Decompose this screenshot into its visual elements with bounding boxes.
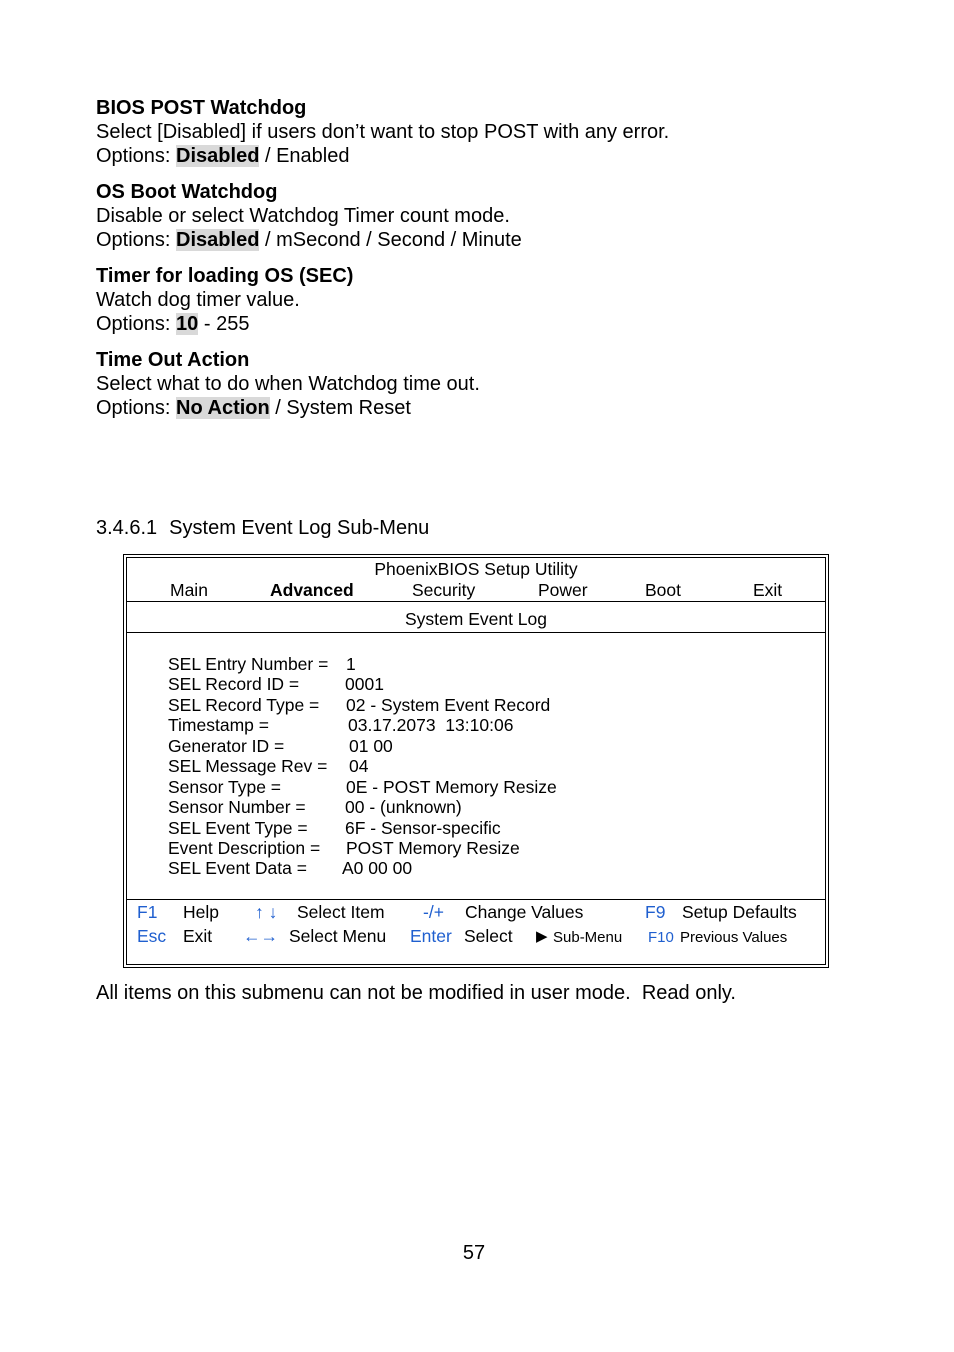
bios-screen-inner xyxy=(126,557,826,965)
default-option: No Action xyxy=(176,397,270,419)
key-f10: F10 xyxy=(648,929,674,946)
section-title: Time Out Action xyxy=(96,349,250,371)
section-description: Disable or select Watchdog Timer count mode. xyxy=(96,205,510,227)
section-options xyxy=(96,396,856,420)
options-prefix: Options: xyxy=(96,397,177,419)
field-value: 00 - (unknown) xyxy=(345,797,462,817)
menu-main[interactable]: Main xyxy=(170,580,208,600)
menu-security[interactable]: Security xyxy=(412,580,476,600)
field-label: Generator ID = xyxy=(168,736,285,756)
other-options: - 255 xyxy=(198,313,250,335)
field-label: SEL Event Type = xyxy=(168,818,308,838)
left-right-arrows-icon: ←→ xyxy=(243,926,278,946)
section-options xyxy=(96,144,856,168)
default-option: 10 xyxy=(176,313,199,335)
section-title: BIOS POST Watchdog xyxy=(96,97,307,119)
field-label: SEL Record Type = xyxy=(168,695,320,715)
key-submenu-label: Sub-Menu xyxy=(553,929,623,946)
field-label: SEL Message Rev = xyxy=(168,756,328,776)
key-exit-label: Exit xyxy=(183,926,213,946)
screen-title: System Event Log xyxy=(404,609,548,629)
key-enter: Enter xyxy=(410,926,452,946)
options-prefix: Options: xyxy=(96,313,177,335)
menu-boot[interactable]: Boot xyxy=(645,580,681,600)
other-options: / System Reset xyxy=(269,397,411,419)
key-minus-plus: -/+ xyxy=(423,902,444,922)
field-value: POST Memory Resize xyxy=(346,838,520,858)
key-select-label: Select xyxy=(464,926,513,946)
field-value: 02 - System Event Record xyxy=(346,695,551,715)
key-f9: F9 xyxy=(645,902,666,922)
key-help-label: Help xyxy=(183,902,219,922)
options-prefix: Options: xyxy=(96,229,177,251)
key-previous-values-label: Previous Values xyxy=(680,929,788,946)
field-label: SEL Entry Number = xyxy=(168,654,329,674)
key-select-item-label: Select Item xyxy=(297,902,385,922)
field-value: 0E - POST Memory Resize xyxy=(346,777,557,797)
default-option: Disabled xyxy=(176,145,260,167)
play-arrow-icon: ▶ xyxy=(536,928,548,945)
field-value: 01 00 xyxy=(349,736,393,756)
options-prefix: Options: xyxy=(96,145,177,167)
divider xyxy=(127,632,825,633)
section-options xyxy=(96,228,856,252)
menu-power[interactable]: Power xyxy=(538,580,588,600)
field-value: A0 00 00 xyxy=(342,858,413,878)
bios-title: PhoenixBIOS Setup Utility xyxy=(374,559,578,579)
section-description: Select what to do when Watchdog time out. xyxy=(96,373,480,395)
divider xyxy=(127,601,825,602)
section-time-out-action xyxy=(96,348,856,420)
field-value: 03.17.2073 13:10:06 xyxy=(348,715,514,735)
section-description: Watch dog timer value. xyxy=(96,289,300,311)
section-description: Select [Disabled] if users don’t want to stop POST with any error. xyxy=(96,121,670,143)
field-label: Sensor Number = xyxy=(168,797,306,817)
subsection-number: 3.4.6.1 xyxy=(96,517,158,539)
other-options: / Enabled xyxy=(259,145,350,167)
section-title: Timer for loading OS (SEC) xyxy=(96,265,354,287)
up-down-arrows-icon: ↑ ↓ xyxy=(255,902,278,922)
section-options xyxy=(96,312,856,336)
subsection-heading xyxy=(96,516,429,540)
read-only-note: All items on this submenu can not be modified in user mode. Read only. xyxy=(96,982,736,1004)
key-setup-defaults-label: Setup Defaults xyxy=(682,902,797,922)
divider xyxy=(127,899,825,900)
key-change-values-label: Change Values xyxy=(465,902,584,922)
subsection-title: System Event Log Sub-Menu xyxy=(169,517,430,539)
menu-exit[interactable]: Exit xyxy=(753,580,783,600)
section-os-boot-watchdog xyxy=(96,180,856,252)
section-timer-loading-os xyxy=(96,264,856,336)
field-label: Timestamp = xyxy=(168,715,269,735)
menu-advanced[interactable]: Advanced xyxy=(270,580,354,600)
field-value: 0001 xyxy=(345,674,384,694)
field-label: Event Description = xyxy=(168,838,321,858)
field-value: 1 xyxy=(346,654,356,674)
section-bios-post-watchdog xyxy=(96,96,856,168)
field-value: 6F - Sensor-specific xyxy=(345,818,501,838)
key-select-menu-label: Select Menu xyxy=(289,926,387,946)
field-label: Sensor Type = xyxy=(168,777,282,797)
field-label: SEL Record ID = xyxy=(168,674,300,694)
section-title: OS Boot Watchdog xyxy=(96,181,278,203)
bios-screen xyxy=(123,554,829,968)
field-value: 04 xyxy=(349,756,369,776)
key-f1: F1 xyxy=(137,902,158,922)
key-esc: Esc xyxy=(137,926,167,946)
other-options: / mSecond / Second / Minute xyxy=(259,229,522,251)
page-number: 57 xyxy=(462,1242,486,1264)
field-label: SEL Event Data = xyxy=(168,858,307,878)
default-option: Disabled xyxy=(176,229,260,251)
